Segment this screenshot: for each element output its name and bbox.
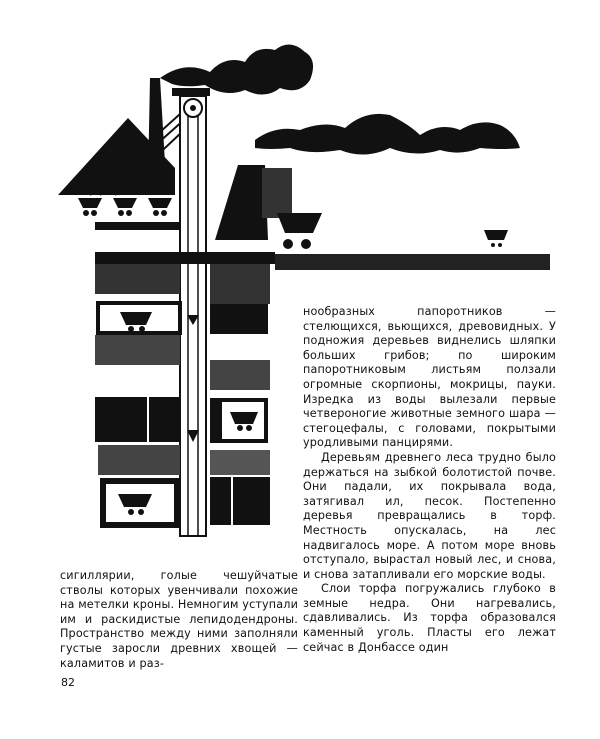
paragraph: нообразных папоротников — стелющихся, вьющихся, древовидных. У подножия деревьев виднелись шляпки больших грибов; по широким папоротниковым листьям ползали огромные скорпионы, мокрицы, пауки. Изредка из воды вылезали первые четвероногие животные земного шара — стегоцефалы, с головами, покрытыми уродливыми панцирями. [303, 305, 556, 450]
paragraph: сигиллярии, голые чешуйчатые стволы которых увенчивали похожие на метелки кроны. Немногим уступали им и раскидистые лепидодендроны. Пространство между ними заполняли густые заросли древних хвощей — каламитов и раз- [60, 569, 298, 670]
coal-cart-icon [78, 198, 102, 216]
coal-cart-icon [148, 198, 172, 216]
smoke-cloud-icon [160, 44, 313, 94]
coal-cart-icon [113, 198, 137, 216]
coal-cart-icon [484, 230, 508, 247]
right-text-column [303, 305, 556, 655]
paragraph: Слои торфа погружались глубоко в земные недра. Они нагревались, сдавливались. Из торфа образовался каменный уголь. Пласты его лежат сейчас в Донбассе один [303, 582, 556, 654]
page-number: 82 [61, 676, 75, 689]
left-text-column [60, 569, 298, 671]
paragraph: Деревьям древнего леса трудно было держаться на зыбкой болотистой почве. Они падали, их покрывала вода, затягивал ил, песок. Постепенно деревья превращались в торф. Местность опускалась, на лес надвигалось море. А потом море вновь отступало, вырастал новый лес, и снова, и снова затапливали его морские воды. [303, 450, 556, 581]
smoke-trail-icon [255, 114, 520, 155]
coal-cart-icon [277, 213, 322, 249]
